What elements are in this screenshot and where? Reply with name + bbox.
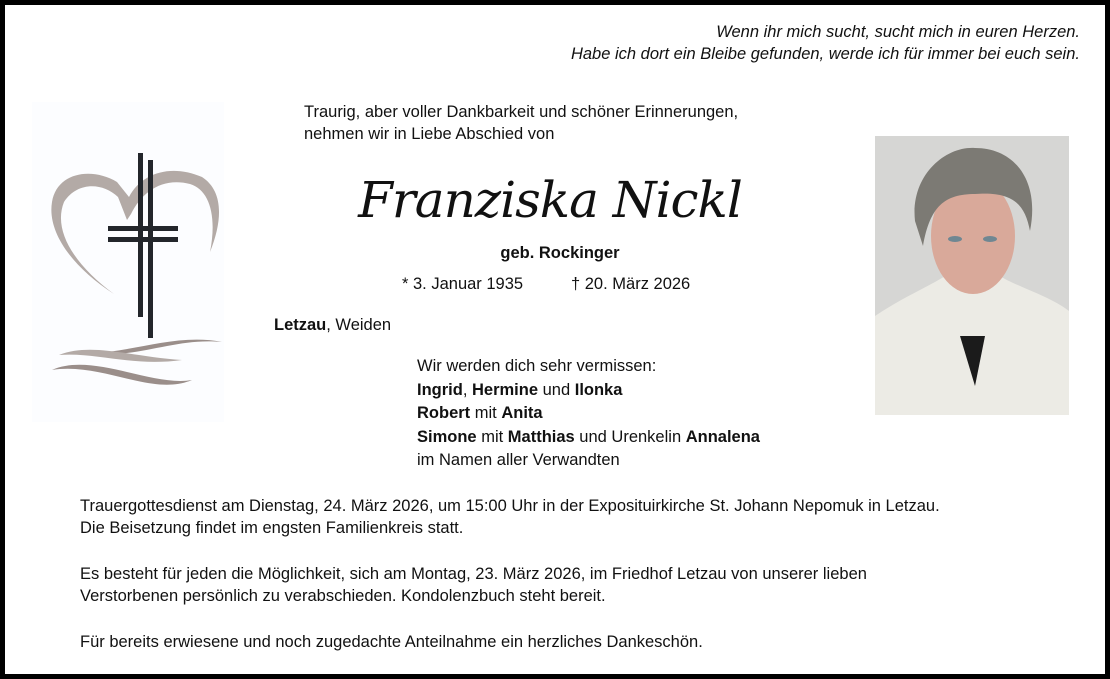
obituary-notice [5, 5, 1105, 674]
service-line: Die Beisetzung findet im engsten Familienkreis statt. [80, 519, 464, 537]
mourner-name: Annalena [685, 427, 760, 446]
intro-line: Traurig, aber voller Dankbarkeit und schöner Erinnerungen, [304, 103, 739, 121]
intro-text [304, 101, 738, 145]
service-info [80, 495, 940, 539]
maiden-name: geb. Rockinger [500, 244, 620, 262]
place-rest: , Weiden [326, 316, 392, 334]
deceased-name: Franziska Nickl [358, 171, 742, 229]
family-line [417, 379, 760, 403]
thanks-text: Für bereits erwiesene und noch zugedachte Anteilnahme ein herzliches Dankeschön. [80, 633, 703, 651]
family-list [417, 355, 760, 473]
farewell-line: Verstorbenen persönlich zu verabschieden. Kondolenzbuch steht bereit. [80, 587, 606, 605]
mourner-name: Ilonka [574, 380, 623, 399]
mourner-name: Robert [417, 404, 471, 422]
farewell-line: Es besteht für jeden die Möglichkeit, sich am Montag, 23. März 2026, im Friedhof Letzau von unserer lieben [80, 565, 867, 583]
death-date: † 20. März 2026 [571, 275, 691, 293]
mourner-name: Anita [501, 404, 543, 422]
place [274, 314, 391, 336]
family-line [417, 402, 760, 426]
birth-date: * 3. Januar 1935 [402, 275, 524, 293]
separator: , [462, 380, 472, 399]
mourner-name: Hermine [472, 380, 539, 399]
quote-line: Wenn ihr mich sucht, sucht mich in euren Herzen. [716, 23, 1080, 41]
family-intro: Wir werden dich sehr vermissen: [417, 357, 657, 375]
quote-line: Habe ich dort ein Bleibe gefunden, werde ich für immer bei euch sein. [570, 45, 1080, 63]
mourner-name: Matthias [507, 427, 575, 446]
intro-line: nehmen wir in Liebe Abschied von [304, 125, 555, 143]
portrait-photo [875, 136, 1069, 415]
separator: mit [476, 427, 508, 446]
separator: und [538, 380, 575, 399]
farewell-info [80, 563, 867, 607]
place-town: Letzau [274, 316, 327, 334]
mourner-name: Ingrid [417, 380, 463, 399]
separator: und Urenkelin [574, 427, 686, 446]
mourner-name: Simone [417, 427, 477, 446]
separator: mit [470, 404, 502, 422]
family-line [417, 426, 760, 450]
service-line: Trauergottesdienst am Dienstag, 24. März 2026, um 15:00 Uhr in der Exposituirkirche St. Johann Nepomuk in Letzau. [80, 497, 940, 515]
quote [571, 21, 1080, 65]
family-outro: im Namen aller Verwandten [417, 451, 620, 469]
